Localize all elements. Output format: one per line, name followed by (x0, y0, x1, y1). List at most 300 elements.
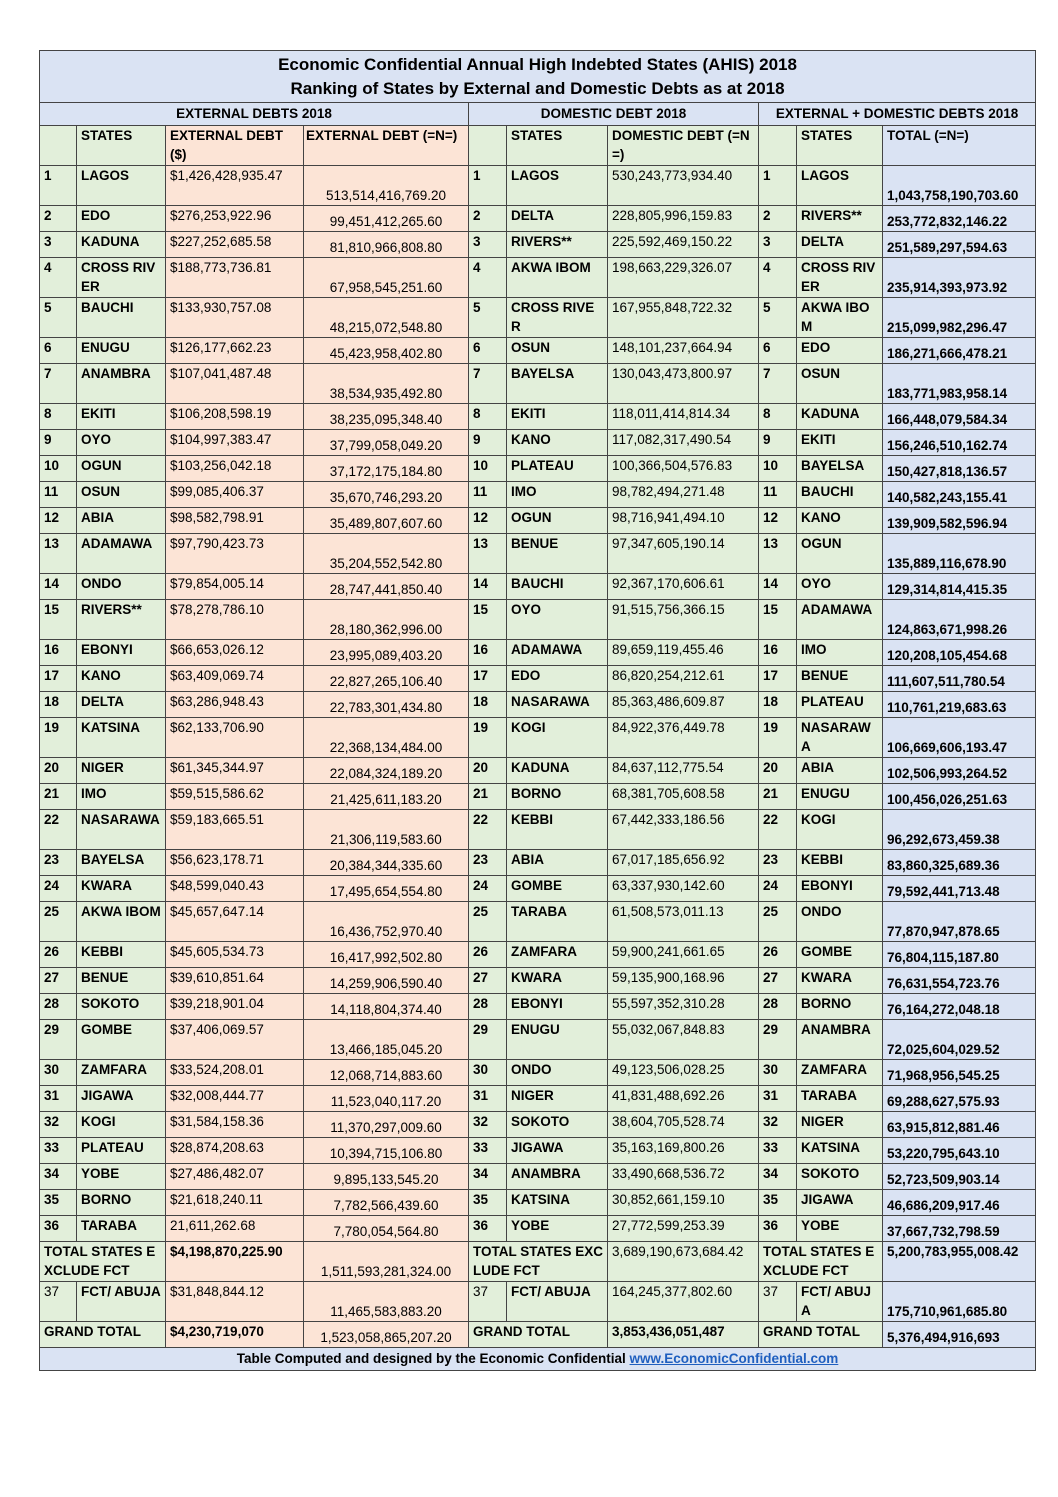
domestic-rank: 17 (469, 666, 507, 692)
total-state: KOGI (797, 810, 883, 850)
external-state: RIVERS** (77, 600, 166, 640)
domestic-debt: 118,011,414,814.34 (608, 404, 759, 430)
external-debt-ngn: 81,810,966,808.80 (304, 232, 469, 258)
external-debt-usd: $66,653,026.12 (166, 640, 304, 666)
domestic-state: OYO (507, 600, 608, 640)
footer-link[interactable]: www.EconomicConfidential.com (629, 1351, 839, 1366)
header-external-usd: EXTERNAL DEBT ($) (166, 126, 304, 166)
total-state: OSUN (797, 364, 883, 404)
external-state: YOBE (77, 1164, 166, 1190)
debt-table (39, 50, 1036, 1371)
total-debt: 106,669,606,193.47 (883, 718, 1036, 758)
table-row (40, 232, 1036, 258)
domestic-state: SOKOTO (507, 1112, 608, 1138)
external-debt-usd: $32,008,444.77 (166, 1086, 304, 1112)
total-state: ZAMFARA (797, 1060, 883, 1086)
external-debt-ngn: 10,394,715,106.80 (304, 1138, 469, 1164)
domestic-debt: 117,082,317,490.54 (608, 430, 759, 456)
domestic-state: ENUGU (507, 1020, 608, 1060)
domestic-debt: 55,032,067,848.83 (608, 1020, 759, 1060)
domestic-rank: 14 (469, 574, 507, 600)
header-rank-external (40, 126, 77, 166)
external-rank: 24 (40, 876, 77, 902)
total-debt: 69,288,627,575.93 (883, 1086, 1036, 1112)
external-rank: 28 (40, 994, 77, 1020)
external-debt-ngn: 11,523,040,117.20 (304, 1086, 469, 1112)
domestic-rank: 15 (469, 600, 507, 640)
external-debt-usd: $62,133,706.90 (166, 718, 304, 758)
domestic-rank: 3 (469, 232, 507, 258)
external-state: ZAMFARA (77, 1060, 166, 1086)
total-rank: 12 (759, 508, 797, 534)
table-row (40, 338, 1036, 364)
total-state: KADUNA (797, 404, 883, 430)
external-state: ONDO (77, 574, 166, 600)
total-rank: 20 (759, 758, 797, 784)
external-state: KOGI (77, 1112, 166, 1138)
external-rank: 9 (40, 430, 77, 456)
external-debt-usd: $97,790,423.73 (166, 534, 304, 574)
totals-label-external: TOTAL STATES EXCLUDE FCT (40, 1242, 166, 1282)
external-debt-ngn: 21,306,119,583.60 (304, 810, 469, 850)
table-row (40, 1190, 1036, 1216)
total-state: RIVERS** (797, 206, 883, 232)
external-debt-usd: $45,605,534.73 (166, 942, 304, 968)
external-rank: 36 (40, 1216, 77, 1242)
total-state: KATSINA (797, 1138, 883, 1164)
external-rank: 23 (40, 850, 77, 876)
table-row (40, 1086, 1036, 1112)
external-state: KATSINA (77, 718, 166, 758)
external-state: EBONYI (77, 640, 166, 666)
external-state: ANAMBRA (77, 364, 166, 404)
external-rank: 7 (40, 364, 77, 404)
external-debt-usd: $31,584,158.36 (166, 1112, 304, 1138)
external-debt-usd: $126,177,662.23 (166, 338, 304, 364)
total-state: GOMBE (797, 942, 883, 968)
domestic-state: ANAMBRA (507, 1164, 608, 1190)
domestic-rank: 25 (469, 902, 507, 942)
total-debt: 53,220,795,643.10 (883, 1138, 1036, 1164)
header-states-external: STATES (77, 126, 166, 166)
domestic-rank: 33 (469, 1138, 507, 1164)
ranking-rows (40, 166, 1036, 1242)
total-debt: 72,025,604,029.52 (883, 1020, 1036, 1060)
total-rank: 14 (759, 574, 797, 600)
domestic-state: GOMBE (507, 876, 608, 902)
total-state: BAUCHI (797, 482, 883, 508)
total-debt: 166,448,079,584.34 (883, 404, 1036, 430)
domestic-rank: 34 (469, 1164, 507, 1190)
table-row (40, 1216, 1036, 1242)
external-rank: 31 (40, 1086, 77, 1112)
external-debt-ngn: 22,783,301,434.80 (304, 692, 469, 718)
external-debt-usd: $276,253,922.96 (166, 206, 304, 232)
total-state: CROSS RIVER (797, 258, 883, 298)
total-debt: 129,314,814,415.35 (883, 574, 1036, 600)
domestic-debt: 92,367,170,606.61 (608, 574, 759, 600)
domestic-rank: 12 (469, 508, 507, 534)
external-rank: 1 (40, 166, 77, 206)
total-rank: 35 (759, 1190, 797, 1216)
external-debt-ngn: 38,235,095,348.40 (304, 404, 469, 430)
external-debt-usd: $48,599,040.43 (166, 876, 304, 902)
external-debt-ngn: 13,466,185,045.20 (304, 1020, 469, 1060)
domestic-debt: 98,782,494,271.48 (608, 482, 759, 508)
external-rank: 29 (40, 1020, 77, 1060)
total-state: JIGAWA (797, 1190, 883, 1216)
external-state: BORNO (77, 1190, 166, 1216)
total-rank: 23 (759, 850, 797, 876)
external-debt-usd: $39,218,901.04 (166, 994, 304, 1020)
external-rank: 5 (40, 298, 77, 338)
external-debt-ngn: 12,068,714,883.60 (304, 1060, 469, 1086)
total-state: YOBE (797, 1216, 883, 1242)
domestic-state: IMO (507, 482, 608, 508)
external-debt-usd: $78,278,786.10 (166, 600, 304, 640)
domestic-debt: 27,772,599,253.39 (608, 1216, 759, 1242)
total-rank: 21 (759, 784, 797, 810)
total-state: ANAMBRA (797, 1020, 883, 1060)
total-rank: 34 (759, 1164, 797, 1190)
external-debt-ngn: 67,958,545,251.60 (304, 258, 469, 298)
external-debt-usd: $79,854,005.14 (166, 574, 304, 600)
external-rank: 8 (40, 404, 77, 430)
table-row (40, 258, 1036, 298)
total-rank: 6 (759, 338, 797, 364)
external-rank: 20 (40, 758, 77, 784)
total-rank: 8 (759, 404, 797, 430)
domestic-state: BAYELSA (507, 364, 608, 404)
external-debt-ngn: 22,827,265,106.40 (304, 666, 469, 692)
total-debt: 186,271,666,478.21 (883, 338, 1036, 364)
domestic-state: ABIA (507, 850, 608, 876)
footer-text: Table Computed and designed by the Economic Confidential (236, 1351, 630, 1366)
domestic-rank: 35 (469, 1190, 507, 1216)
domestic-debt: 59,135,900,168.96 (608, 968, 759, 994)
domestic-rank: 31 (469, 1086, 507, 1112)
domestic-state: EDO (507, 666, 608, 692)
total-rank: 18 (759, 692, 797, 718)
table-row (40, 298, 1036, 338)
total-debt: 37,667,732,798.59 (883, 1216, 1036, 1242)
external-debt-usd: $39,610,851.64 (166, 968, 304, 994)
domestic-debt: 86,820,254,212.61 (608, 666, 759, 692)
fct-domestic: 164,245,377,802.60 (608, 1282, 759, 1322)
domestic-state: KWARA (507, 968, 608, 994)
domestic-rank: 10 (469, 456, 507, 482)
total-rank: 25 (759, 902, 797, 942)
domestic-debt: 33,490,668,536.72 (608, 1164, 759, 1190)
total-rank: 27 (759, 968, 797, 994)
domestic-debt: 63,337,930,142.60 (608, 876, 759, 902)
header-domestic: DOMESTIC DEBT (=N=) (608, 126, 759, 166)
domestic-debt: 228,805,996,159.83 (608, 206, 759, 232)
total-rank: 31 (759, 1086, 797, 1112)
domestic-rank: 23 (469, 850, 507, 876)
section-domestic: DOMESTIC DEBT 2018 (469, 103, 759, 126)
external-debt-usd: $63,409,069.74 (166, 666, 304, 692)
external-debt-usd: $37,406,069.57 (166, 1020, 304, 1060)
external-rank: 26 (40, 942, 77, 968)
total-debt: 150,427,818,136.57 (883, 456, 1036, 482)
total-rank: 9 (759, 430, 797, 456)
table-row (40, 968, 1036, 994)
external-debt-usd: $56,623,178.71 (166, 850, 304, 876)
domestic-state: AKWA IBOM (507, 258, 608, 298)
grand-label-external: GRAND TOTAL (40, 1322, 166, 1348)
total-rank: 19 (759, 718, 797, 758)
table-row (40, 1112, 1036, 1138)
table-row (40, 1060, 1036, 1086)
external-state: KADUNA (77, 232, 166, 258)
external-state: CROSS RIVER (77, 258, 166, 298)
domestic-rank: 26 (469, 942, 507, 968)
total-debt: 183,771,983,958.14 (883, 364, 1036, 404)
domestic-state: ONDO (507, 1060, 608, 1086)
domestic-debt: 100,366,504,576.83 (608, 456, 759, 482)
totals-label-total: TOTAL STATES EXCLUDE FCT (759, 1242, 883, 1282)
total-debt: 215,099,982,296.47 (883, 298, 1036, 338)
section-external: EXTERNAL DEBTS 2018 (40, 103, 469, 126)
total-rank: 4 (759, 258, 797, 298)
external-rank: 14 (40, 574, 77, 600)
domestic-state: NIGER (507, 1086, 608, 1112)
total-state: ADAMAWA (797, 600, 883, 640)
domestic-rank: 32 (469, 1112, 507, 1138)
domestic-state: ZAMFARA (507, 942, 608, 968)
domestic-debt: 49,123,506,028.25 (608, 1060, 759, 1086)
domestic-state: KANO (507, 430, 608, 456)
total-rank: 13 (759, 534, 797, 574)
total-debt: 71,968,956,545.25 (883, 1060, 1036, 1086)
table-row (40, 534, 1036, 574)
totals-external-usd: $4,198,870,225.90 (166, 1242, 304, 1282)
external-state: BAUCHI (77, 298, 166, 338)
external-state: OSUN (77, 482, 166, 508)
external-debt-ngn: 14,259,906,590.40 (304, 968, 469, 994)
total-rank: 16 (759, 640, 797, 666)
total-debt: 156,246,510,162.74 (883, 430, 1036, 456)
table-row (40, 600, 1036, 640)
header-rank-domestic (469, 126, 507, 166)
external-debt-usd: $227,252,685.58 (166, 232, 304, 258)
total-state: AKWA IBOM (797, 298, 883, 338)
external-debt-ngn: 35,204,552,542.80 (304, 534, 469, 574)
domestic-debt: 97,347,605,190.14 (608, 534, 759, 574)
table-row (40, 364, 1036, 404)
fct-state-external: FCT/ ABUJA (77, 1282, 166, 1322)
total-state: KWARA (797, 968, 883, 994)
external-debt-usd: $188,773,736.81 (166, 258, 304, 298)
external-state: TARABA (77, 1216, 166, 1242)
external-debt-ngn: 99,451,412,265.60 (304, 206, 469, 232)
total-state: NIGER (797, 1112, 883, 1138)
total-debt: 253,772,832,146.22 (883, 206, 1036, 232)
domestic-debt: 41,831,488,692.26 (608, 1086, 759, 1112)
grand-external-usd: $4,230,719,070 (166, 1322, 304, 1348)
external-debt-ngn: 16,417,992,502.80 (304, 942, 469, 968)
total-debt: 139,909,582,596.94 (883, 508, 1036, 534)
domestic-rank: 27 (469, 968, 507, 994)
external-state: AKWA IBOM (77, 902, 166, 942)
total-state: BENUE (797, 666, 883, 692)
domestic-debt: 91,515,756,366.15 (608, 600, 759, 640)
total-rank: 32 (759, 1112, 797, 1138)
table-row (40, 876, 1036, 902)
grand-external-ngn: 1,523,058,865,207.20 (304, 1322, 469, 1348)
domestic-debt: 59,900,241,661.65 (608, 942, 759, 968)
domestic-state: DELTA (507, 206, 608, 232)
external-debt-usd: $1,426,428,935.47 (166, 166, 304, 206)
header-states-domestic: STATES (507, 126, 608, 166)
external-debt-ngn: 513,514,416,769.20 (304, 166, 469, 206)
external-state: LAGOS (77, 166, 166, 206)
total-state: KEBBI (797, 850, 883, 876)
external-state: JIGAWA (77, 1086, 166, 1112)
external-state: SOKOTO (77, 994, 166, 1020)
total-state: TARABA (797, 1086, 883, 1112)
external-rank: 12 (40, 508, 77, 534)
debt-ranking-sheet (39, 50, 1035, 1371)
fct-external-usd: $31,848,844.12 (166, 1282, 304, 1322)
external-state: KWARA (77, 876, 166, 902)
external-debt-ngn: 7,782,566,439.60 (304, 1190, 469, 1216)
external-rank: 25 (40, 902, 77, 942)
domestic-rank: 13 (469, 534, 507, 574)
domestic-state: LAGOS (507, 166, 608, 206)
total-debt: 111,607,511,780.54 (883, 666, 1036, 692)
external-state: IMO (77, 784, 166, 810)
domestic-state: KOGI (507, 718, 608, 758)
domestic-rank: 19 (469, 718, 507, 758)
domestic-debt: 85,363,486,609.87 (608, 692, 759, 718)
domestic-state: CROSS RIVER (507, 298, 608, 338)
external-rank: 17 (40, 666, 77, 692)
total-state: OYO (797, 574, 883, 600)
total-state: BORNO (797, 994, 883, 1020)
domestic-state: BORNO (507, 784, 608, 810)
totals-total: 5,200,783,955,008.42 (883, 1242, 1036, 1282)
table-row (40, 994, 1036, 1020)
table-row (40, 718, 1036, 758)
total-debt: 76,804,115,187.80 (883, 942, 1036, 968)
external-rank: 6 (40, 338, 77, 364)
external-debt-usd: $21,618,240.11 (166, 1190, 304, 1216)
total-debt: 124,863,671,998.26 (883, 600, 1036, 640)
total-rank: 1 (759, 166, 797, 206)
total-state: EKITI (797, 430, 883, 456)
domestic-state: OSUN (507, 338, 608, 364)
header-rank-total (759, 126, 797, 166)
fct-rank-external: 37 (40, 1282, 77, 1322)
external-state: NIGER (77, 758, 166, 784)
domestic-rank: 36 (469, 1216, 507, 1242)
external-state: BENUE (77, 968, 166, 994)
total-debt: 79,592,441,713.48 (883, 876, 1036, 902)
domestic-rank: 4 (469, 258, 507, 298)
domestic-debt: 68,381,705,608.58 (608, 784, 759, 810)
totals-external-ngn: 1,511,593,281,324.00 (304, 1242, 469, 1282)
domestic-rank: 29 (469, 1020, 507, 1060)
total-debt: 76,631,554,723.76 (883, 968, 1036, 994)
total-debt: 140,582,243,155.41 (883, 482, 1036, 508)
total-debt: 1,043,758,190,703.60 (883, 166, 1036, 206)
total-rank: 33 (759, 1138, 797, 1164)
external-rank: 35 (40, 1190, 77, 1216)
table-row (40, 850, 1036, 876)
domestic-debt: 35,163,169,800.26 (608, 1138, 759, 1164)
total-state: ABIA (797, 758, 883, 784)
external-rank: 34 (40, 1164, 77, 1190)
external-state: ADAMAWA (77, 534, 166, 574)
total-rank: 17 (759, 666, 797, 692)
external-state: EDO (77, 206, 166, 232)
header-states-total: STATES (797, 126, 883, 166)
total-state: SOKOTO (797, 1164, 883, 1190)
external-debt-ngn: 37,172,175,184.80 (304, 456, 469, 482)
domestic-debt: 55,597,352,310.28 (608, 994, 759, 1020)
external-state: ABIA (77, 508, 166, 534)
external-debt-ngn: 37,799,058,049.20 (304, 430, 469, 456)
domestic-state: NASARAWA (507, 692, 608, 718)
domestic-state: KEBBI (507, 810, 608, 850)
total-rank: 28 (759, 994, 797, 1020)
total-rank: 15 (759, 600, 797, 640)
external-debt-usd: $98,582,798.91 (166, 508, 304, 534)
external-debt-usd: $104,997,383.47 (166, 430, 304, 456)
external-debt-usd: $103,256,042.18 (166, 456, 304, 482)
domestic-rank: 1 (469, 166, 507, 206)
domestic-debt: 30,852,661,159.10 (608, 1190, 759, 1216)
external-debt-usd: $99,085,406.37 (166, 482, 304, 508)
domestic-rank: 9 (469, 430, 507, 456)
total-debt: 77,870,947,878.65 (883, 902, 1036, 942)
external-rank: 10 (40, 456, 77, 482)
external-debt-usd: $33,524,208.01 (166, 1060, 304, 1086)
total-rank: 5 (759, 298, 797, 338)
total-debt: 135,889,116,678.90 (883, 534, 1036, 574)
domestic-debt: 38,604,705,528.74 (608, 1112, 759, 1138)
external-state: KANO (77, 666, 166, 692)
external-debt-usd: $59,183,665.51 (166, 810, 304, 850)
external-rank: 11 (40, 482, 77, 508)
total-rank: 3 (759, 232, 797, 258)
external-rank: 30 (40, 1060, 77, 1086)
total-debt: 102,506,993,264.52 (883, 758, 1036, 784)
table-row (40, 1138, 1036, 1164)
domestic-debt: 67,017,185,656.92 (608, 850, 759, 876)
external-debt-ngn: 11,370,297,009.60 (304, 1112, 469, 1138)
external-rank: 15 (40, 600, 77, 640)
domestic-rank: 30 (469, 1060, 507, 1086)
total-debt: 52,723,509,903.14 (883, 1164, 1036, 1190)
external-debt-usd: 21,611,262.68 (166, 1216, 304, 1242)
fct-external-ngn: 11,465,583,883.20 (304, 1282, 469, 1322)
external-rank: 2 (40, 206, 77, 232)
grand-label-domestic: GRAND TOTAL (469, 1322, 608, 1348)
external-debt-ngn: 45,423,958,402.80 (304, 338, 469, 364)
domestic-rank: 7 (469, 364, 507, 404)
grand-label-total: GRAND TOTAL (759, 1322, 883, 1348)
total-debt: 235,914,393,973.92 (883, 258, 1036, 298)
external-state: EKITI (77, 404, 166, 430)
external-debt-ngn: 21,425,611,183.20 (304, 784, 469, 810)
total-rank: 22 (759, 810, 797, 850)
domestic-debt: 530,243,773,934.40 (608, 166, 759, 206)
title-line-2: Ranking of States by External and Domestic Debts as at 2018 (40, 77, 1036, 103)
total-rank: 36 (759, 1216, 797, 1242)
